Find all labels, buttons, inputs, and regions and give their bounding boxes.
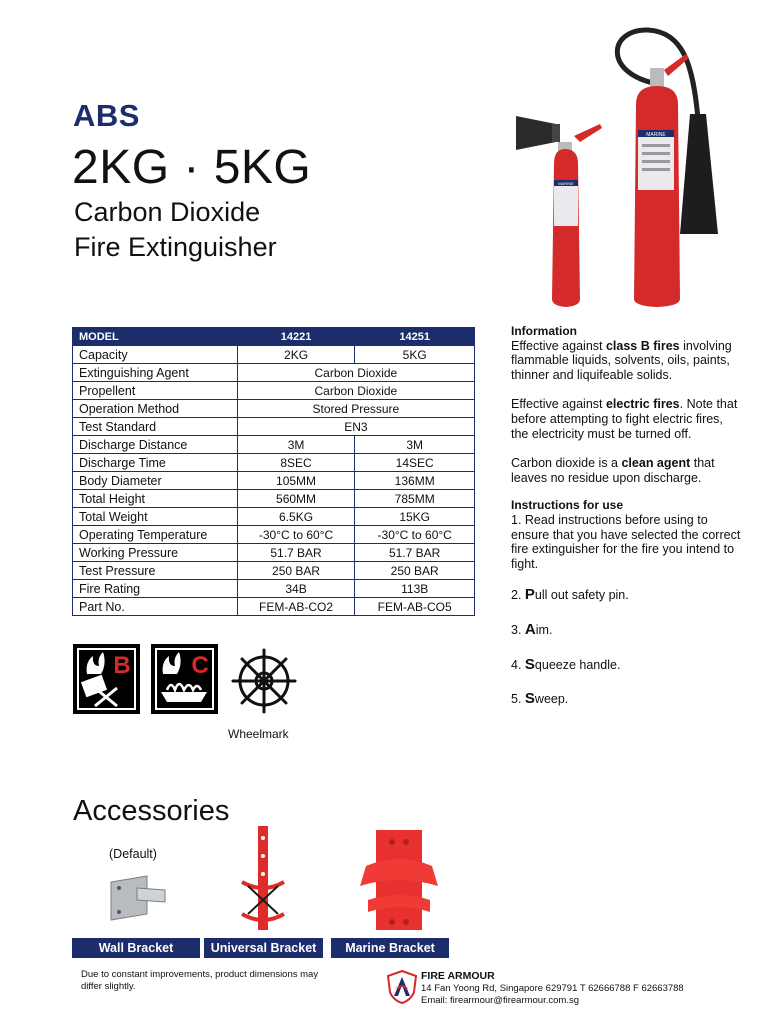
wheelmark-icon [231, 648, 297, 714]
row-value-v1: 105MM [237, 472, 355, 490]
info-clean-agent: Carbon dioxide is a clean agent that leaves no residue upon discharge. [511, 456, 715, 485]
table-row [73, 454, 475, 472]
information-heading: Information [511, 324, 577, 338]
table-row [73, 346, 475, 364]
row-label: Discharge Distance [73, 436, 238, 454]
wall-bracket-image [107, 872, 169, 922]
accessories-title: Accessories [73, 795, 230, 827]
header-model-14251: 14251 [355, 328, 475, 346]
row-value-v2: 15KG [355, 508, 475, 526]
instruction-step-3: 3. Aim. [511, 620, 553, 638]
row-label: Test Standard [73, 418, 238, 436]
table-header-row [73, 328, 475, 346]
brand-name: ABS [73, 98, 140, 133]
table-row [73, 418, 475, 436]
class-c-fire-icon [151, 644, 218, 714]
row-label: Discharge Time [73, 454, 238, 472]
header-model-14221: 14221 [237, 328, 355, 346]
company-address: 14 Fan Yoong Rd, Singapore 629791 T 62666788 F 62663788 [421, 983, 684, 994]
wall-bracket-button[interactable]: Wall Bracket [72, 938, 200, 958]
row-value-v2: FEM-AB-CO5 [355, 598, 475, 616]
table-row [73, 562, 475, 580]
row-value-v1: FEM-AB-CO2 [237, 598, 355, 616]
info-electric: Effective against electric fires. Note that before attempting to fight electric fires, the electricity must be turned off. [511, 397, 738, 441]
table-row [73, 508, 475, 526]
instruction-step-2: 2. Pull out safety pin. [511, 586, 629, 604]
row-value-v1: 51.7 BAR [237, 544, 355, 562]
row-value-v1: 3M [237, 436, 355, 454]
table-row [73, 382, 475, 400]
row-value-v2: 5KG [355, 346, 475, 364]
large-extinguisher [634, 54, 689, 307]
instruction-step-5: 5. Sweep. [511, 690, 569, 708]
row-label: Total Weight [73, 508, 238, 526]
row-value-v2: -30°C to 60°C [355, 526, 475, 544]
svg-text:C: C [191, 652, 209, 679]
table-row [73, 598, 475, 616]
row-value-shared: Stored Pressure [237, 400, 474, 418]
row-value-v2: 136MM [355, 472, 475, 490]
table-row [73, 526, 475, 544]
information-panel [511, 324, 741, 727]
row-label: Fire Rating [73, 580, 238, 598]
instruction-steps [511, 588, 741, 706]
company-name: FIRE ARMOUR [421, 970, 495, 982]
wheelmark-label: Wheelmark [228, 727, 289, 741]
row-value-v1: -30°C to 60°C [237, 526, 355, 544]
instruction-step-4: 4. Squeeze handle. [511, 655, 621, 673]
row-label: Capacity [73, 346, 238, 364]
row-value-v2: 51.7 BAR [355, 544, 475, 562]
class-b-fire-icon [73, 644, 140, 714]
row-value-v2: 3M [355, 436, 475, 454]
row-value-v1: 2KG [237, 346, 355, 364]
specification-table [72, 327, 475, 616]
extinguisher-product-image [508, 24, 748, 314]
row-label: Operation Method [73, 400, 238, 418]
universal-bracket-image [238, 826, 288, 932]
company-email[interactable]: Email: firearmour@firearmour.com.sg [421, 995, 579, 1006]
row-label: Working Pressure [73, 544, 238, 562]
universal-bracket-button[interactable]: Universal Bracket [204, 938, 323, 958]
row-value-v2: 250 BAR [355, 562, 475, 580]
svg-text:B: B [113, 652, 131, 679]
instructions-heading: Instructions for use [511, 498, 624, 513]
small-extinguisher [516, 116, 602, 307]
default-label: (Default) [109, 847, 157, 861]
table-row [73, 490, 475, 508]
row-value-shared: Carbon Dioxide [237, 382, 474, 400]
row-value-v1: 8SEC [237, 454, 355, 472]
row-label: Total Height [73, 490, 238, 508]
row-label: Operating Temperature [73, 526, 238, 544]
table-row [73, 364, 475, 382]
fire-armour-logo-icon [387, 970, 417, 1004]
row-label: Body Diameter [73, 472, 238, 490]
large-horn [680, 114, 718, 234]
row-value-v1: 34B [237, 580, 355, 598]
disclaimer-text: Due to constant improvements, product dimensions may differ slightly. [81, 969, 319, 992]
product-subtitle-line2: Fire Extinguisher [74, 232, 277, 262]
instruction-step-1: 1. Read instructions before using to ensure that you have selected the correct fire extinguisher for the fire you intend to fight. [511, 512, 741, 571]
table-row [73, 400, 475, 418]
row-label: Test Pressure [73, 562, 238, 580]
row-value-v2: 14SEC [355, 454, 475, 472]
row-label: Extinguishing Agent [73, 364, 238, 382]
row-value-v1: 250 BAR [237, 562, 355, 580]
small-label-text: MARINE [558, 181, 574, 186]
table-row [73, 472, 475, 490]
info-class-b: Effective against class B fires involving flammable liquids, solvents, oils, paints, thinner and liquifeable solids. [511, 338, 732, 382]
row-label: Part No. [73, 598, 238, 616]
marine-bracket-button[interactable]: Marine Bracket [331, 938, 449, 958]
row-value-shared: EN3 [237, 418, 474, 436]
marine-bracket-image [356, 826, 442, 934]
row-value-v1: 6.5KG [237, 508, 355, 526]
row-label: Propellent [73, 382, 238, 400]
row-value-shared: Carbon Dioxide [237, 364, 474, 382]
header-model: MODEL [73, 328, 238, 346]
capacity-headline: 2KG · 5KG [72, 141, 312, 194]
table-body [73, 346, 475, 616]
row-value-v2: 785MM [355, 490, 475, 508]
row-value-v1: 560MM [237, 490, 355, 508]
table-row [73, 544, 475, 562]
table-row [73, 580, 475, 598]
large-label-text: MARINE [646, 132, 666, 138]
row-value-v2: 113B [355, 580, 475, 598]
product-subtitle-line1: Carbon Dioxide [74, 197, 261, 227]
table-row [73, 436, 475, 454]
